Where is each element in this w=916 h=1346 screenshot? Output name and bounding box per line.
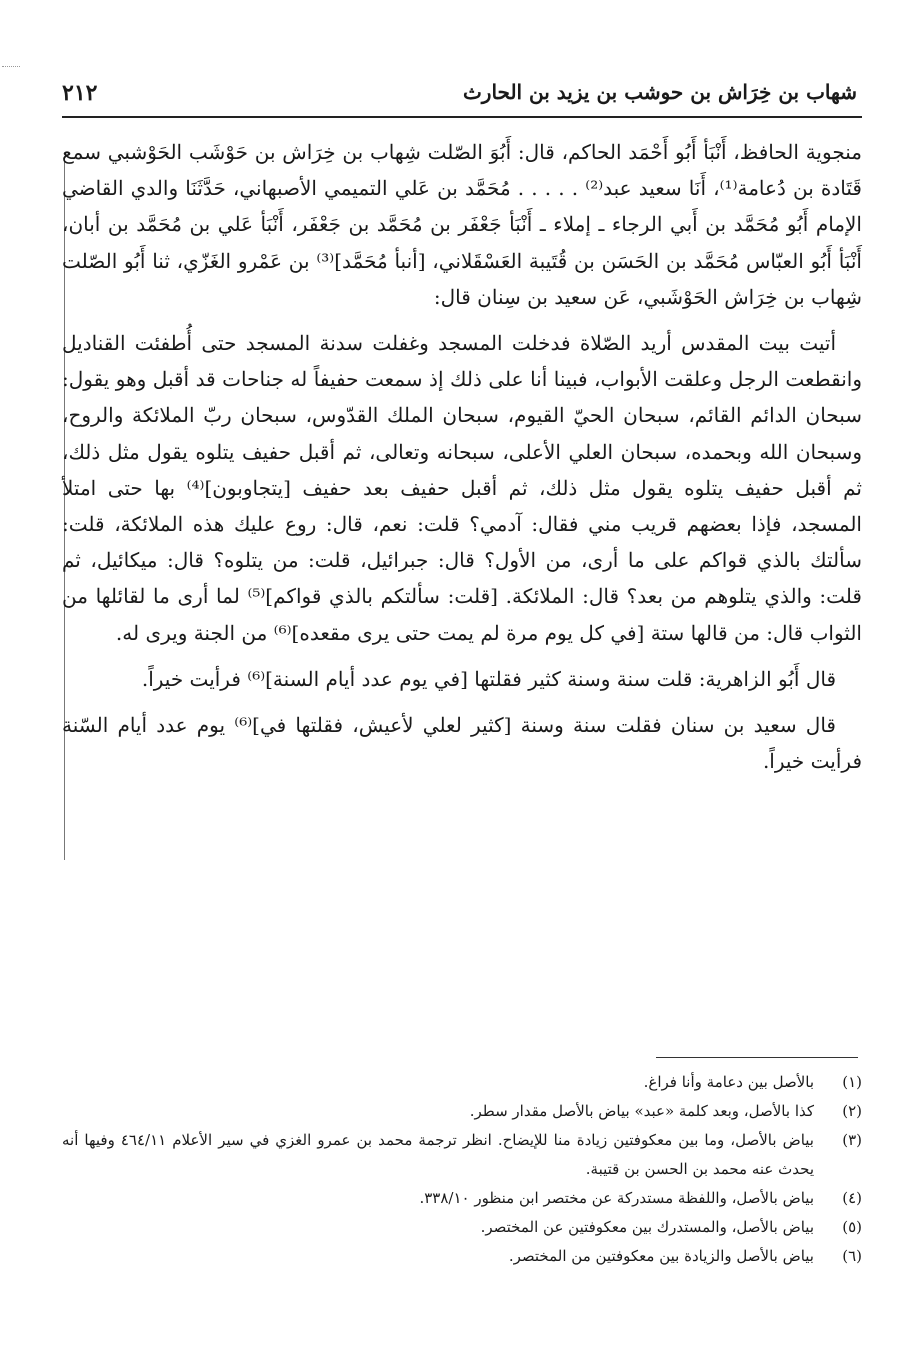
footnotes bbox=[62, 1068, 862, 1271]
footnote-text: بياض بالأصل، والمستدرك بين معكوفتين عن المختصر. bbox=[480, 1218, 814, 1236]
paragraph-said-ibn-sinan: قال سعيد بن سنان فقلت سنة وسنة [كثير لعلي لأعيش، فقلتها في]⁽⁶⁾ يوم عدد أيام السّنة فرأيت خيراً. bbox=[62, 713, 862, 774]
scan-mark bbox=[2, 66, 20, 67]
footnote bbox=[62, 1097, 862, 1126]
footnote-text: بياض بالأصل، وما بين معكوفتين زيادة منا للإيضاح. انظر ترجمة محمد بن عمرو الغزي في سير الأعلام ٤٦٤/١١ وفيها أنه يحدث عنه محمد بن الحسن بن قتيبة. bbox=[62, 1131, 814, 1178]
footnote-text: كذا بالأصل، وبعد كلمة «عبد» بياض بالأصل مقدار سطر. bbox=[469, 1102, 814, 1120]
footnote-number: (٦) bbox=[842, 1247, 862, 1265]
footnote-number: (٢) bbox=[842, 1102, 862, 1120]
page-number: ٢١٢ bbox=[62, 80, 98, 106]
footnote-text: بياض بالأصل، واللفظة مستدركة عن مختصر ابن منظور ٣٣٨/١٠. bbox=[419, 1189, 814, 1207]
paragraph-narration: أتيت بيت المقدس أريد الصّلاة فدخلت المسجد وغفلت سدنة المسجد حتى أُطفئت القناديل وانقطعت الرجل وعلقت الأبواب، فبينا أنا على ذلك إذ سمعت حفيفاً له جناحات قد أقبل وهو يقول: سبحان الدائم القائم، سبحان الحيّ القيوم، سبحان الملك القدّوس، سبحان ربّ الملائكة والروح، وسبحان الله وبحمده، سبحان العلي الأعلى، سبحانه وتعالى، ثم أقبل حفيف يتلوه يقول مثل ذلك، ثم أقبل حفيف يتلوه يقول مثل ذلك، ثم أقبل حفيف بعد حفيف [يتجاوبون]⁽⁴⁾ بها حتى امتلأ المسجد، فإذا بعضهم قريب مني فقال: آدمي؟ قلت: نعم، قال: روع عليك هذه الملائكة، قلت: سألتك بالذي قواكم على ما أرى، من الأول؟ قال: جبرائيل، قلت: من يتلوه؟ قال: ميكائيل، ثم قلت: والذي يتلوهم من بعد؟ قال: الملائكة. [قلت: سألتكم بالذي قواكم]⁽⁵⁾ لما أرى ما لقائلها من الثواب قال: من قالها ستة [في كل يوم مرة لم يمت حتى يرى مقعده]⁽⁶⁾ من الجنة ويرى له. bbox=[62, 331, 863, 645]
footnote-number: (٣) bbox=[842, 1131, 862, 1149]
header-rule bbox=[62, 116, 862, 118]
main-text bbox=[62, 134, 862, 779]
footnote bbox=[62, 1184, 862, 1213]
paragraph-abu-zahiriya: قال أَبُو الزاهرية: قلت سنة وسنة كثير فقلتها [في يوم عدد أيام السنة]⁽⁶⁾ فرأيت خيراً. bbox=[141, 666, 836, 691]
footnote-text: بالأصل بين دعامة وأنا فراغ. bbox=[643, 1073, 814, 1091]
footnote bbox=[62, 1068, 862, 1097]
footnote-number: (٤) bbox=[842, 1189, 862, 1207]
footnote-number: (١) bbox=[842, 1073, 862, 1091]
footnote-text: بياض بالأصل والزيادة بين معكوفتين من المختصر. bbox=[508, 1247, 814, 1265]
footnote-separator bbox=[656, 1057, 858, 1058]
footnote-number: (٥) bbox=[842, 1218, 862, 1236]
paragraph-isnad: منجوية الحافظ، أَنْبَأ أَبُو أَحْمَد الحاكم، قال: أَبُوَ الصّلت شِهاب بن خِرَاش بن حَوْشَب الحَوْشبي سمع قَتَادة بن دُعامة⁽¹⁾، أَنَا سعيد عبد⁽²⁾ . . . . . مُحَمَّد بن عَلي التميمي الأصبهاني، حَدَّثَنَا والدي القاضي الإمام أَبُو مُحَمَّد بن أَبي الرجاء ـ إملاء ـ أَنْبَأ جَعْفَر بن مُحَمَّد بن جَعْفَر، أَنْبَأ عَلي بن مُحَمَّد بن أبان، أَنْبَأ أَبُو العبّاس مُحَمَّد بن الحَسَن بن قُتَيبة العَسْقَلاني، [أنبأ مُحَمَّد]⁽³⁾ بن عَمْرو الغَزّي، ثنا أَبُو الصّلت شِهاب بن خِرَاش الحَوْشَبي، عَن سعيد بن سِنان قال: bbox=[62, 140, 862, 309]
running-title: شهاب بن خِرَاش بن حوشب بن يزيد بن الحارث bbox=[462, 80, 857, 104]
page-header bbox=[62, 80, 857, 114]
footnote bbox=[62, 1242, 862, 1271]
footnote bbox=[62, 1126, 862, 1184]
footnote bbox=[62, 1213, 862, 1242]
